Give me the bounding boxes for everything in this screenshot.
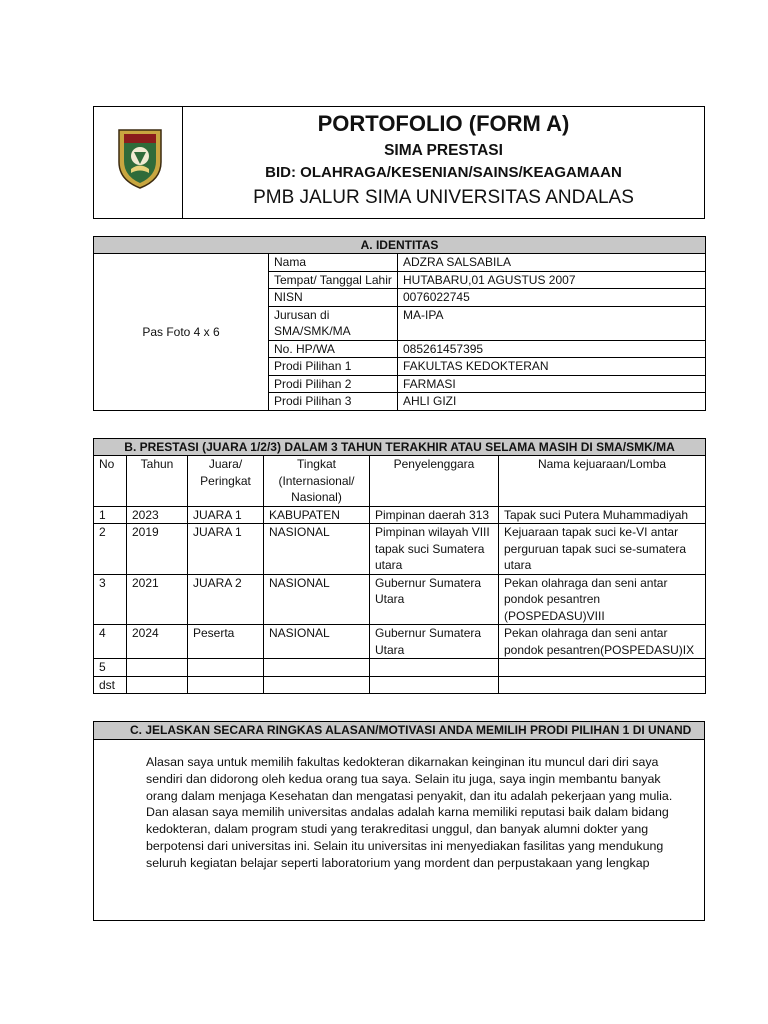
- table-row: [94, 574, 706, 625]
- identity-label: Prodi Pilihan 3: [269, 393, 398, 411]
- identity-label: Jurusan di SMA/SMK/MA: [269, 306, 398, 340]
- column-header: Penyelenggara: [370, 456, 499, 507]
- table-row: [94, 676, 706, 694]
- identity-label: Prodi Pilihan 1: [269, 358, 398, 376]
- table-cell: Kejuaraan tapak suci ke-VI antar perguruan tapak suci se-sumatera utara: [499, 524, 706, 575]
- table-cell: dst: [94, 676, 127, 694]
- section-c-heading: C. JELASKAN SECARA RINGKAS ALASAN/MOTIVASI ANDA MEMILIH PRODI PILIHAN 1 DI UNAND: [94, 722, 704, 740]
- motivation-section: [93, 721, 705, 921]
- table-cell: 2023: [127, 506, 188, 524]
- column-header: Tingkat (Internasional/ Nasional): [264, 456, 370, 507]
- table-cell: KABUPATEN: [264, 506, 370, 524]
- logo-cell: [94, 107, 183, 218]
- university-emblem-icon: [115, 126, 165, 190]
- table-row: [94, 506, 706, 524]
- table-row: [94, 524, 706, 575]
- identity-value: HUTABARU,01 AGUSTUS 2007: [398, 271, 706, 289]
- table-header-row: [94, 456, 706, 507]
- identity-label: Nama: [269, 254, 398, 272]
- table-cell: [127, 676, 188, 694]
- table-cell: 2024: [127, 625, 188, 659]
- identity-value: AHLI GIZI: [398, 393, 706, 411]
- table-cell: Pekan olahraga dan seni antar pondok pesantren(POSPEDASU)IX: [499, 625, 706, 659]
- column-header: Juara/ Peringkat: [188, 456, 264, 507]
- column-header: No: [94, 456, 127, 507]
- table-cell: [264, 659, 370, 677]
- achievements-table: [93, 438, 706, 694]
- table-cell: 1: [94, 506, 127, 524]
- table-cell: 5: [94, 659, 127, 677]
- table-cell: JUARA 2: [188, 574, 264, 625]
- photo-placeholder: Pas Foto 4 x 6: [94, 254, 269, 411]
- table-cell: [127, 659, 188, 677]
- identity-label: Tempat/ Tanggal Lahir: [269, 271, 398, 289]
- form-fields: BID: OLAHRAGA/KESENIAN/SAINS/KEAGAMAAN: [265, 164, 622, 181]
- table-cell: JUARA 1: [188, 524, 264, 575]
- table-cell: 4: [94, 625, 127, 659]
- column-header: Nama kejuaraan/Lomba: [499, 456, 706, 507]
- table-cell: Pekan olahraga dan seni antar pondok pesantren (POSPEDASU)VIII: [499, 574, 706, 625]
- section-b-heading: B. PRESTASI (JUARA 1/2/3) DALAM 3 TAHUN TERAKHIR ATAU SELAMA MASIH DI SMA/SMK/MA: [94, 439, 706, 456]
- table-cell: Peserta: [188, 625, 264, 659]
- identity-table: [93, 236, 706, 411]
- table-cell: 2019: [127, 524, 188, 575]
- motivation-text: Alasan saya untuk memilih fakultas kedokteran dikarnakan keinginan itu muncul dari diri saya sendiri dan didorong oleh kedua orang tua saya. Selain itu juga, saya ingin membantu banyak orang dalam menjaga Kesehatan dan mengatasi penyakit, dan itu adalah pekerjaan yang mulia. Dan alasan saya memilih universitas andalas adalah karna memiliki reputasi baik dalam bidang kedokteran, dalam program studi yang terakreditasi unggul, dan banyak alumni dokter yang berpotensi dari universitas ini. Selain itu universitas ini menyediakan fasilitas yang mendukung seluruh kegiatan belajar seperti laboratorium yang mordent dan perpustakaan yang lengkap: [146, 755, 673, 870]
- identity-label: NISN: [269, 289, 398, 307]
- table-cell: [370, 676, 499, 694]
- form-institution: PMB JALUR SIMA UNIVERSITAS ANDALAS: [253, 187, 634, 208]
- table-cell: Pimpinan wilayah VIII tapak suci Sumatera utara: [370, 524, 499, 575]
- table-row: [94, 625, 706, 659]
- table-cell: 3: [94, 574, 127, 625]
- table-cell: NASIONAL: [264, 524, 370, 575]
- table-cell: JUARA 1: [188, 506, 264, 524]
- table-cell: [499, 659, 706, 677]
- identity-label: Prodi Pilihan 2: [269, 375, 398, 393]
- table-cell: [264, 676, 370, 694]
- column-header: Tahun: [127, 456, 188, 507]
- table-cell: NASIONAL: [264, 625, 370, 659]
- identity-value: MA-IPA: [398, 306, 706, 340]
- identity-value: 085261457395: [398, 340, 706, 358]
- header-text: [183, 107, 704, 218]
- table-cell: NASIONAL: [264, 574, 370, 625]
- identity-value: ADZRA SALSABILA: [398, 254, 706, 272]
- section-a-heading: A. IDENTITAS: [94, 237, 706, 254]
- table-cell: [188, 676, 264, 694]
- identity-value: FAKULTAS KEDOKTERAN: [398, 358, 706, 376]
- form-title: PORTOFOLIO (FORM A): [317, 111, 570, 136]
- identity-value: FARMASI: [398, 375, 706, 393]
- form-subtitle: SIMA PRESTASI: [384, 142, 503, 159]
- table-cell: Pimpinan daerah 313: [370, 506, 499, 524]
- table-cell: [499, 676, 706, 694]
- table-cell: [188, 659, 264, 677]
- table-cell: Gubernur Sumatera Utara: [370, 625, 499, 659]
- identity-value: 0076022745: [398, 289, 706, 307]
- identity-label: No. HP/WA: [269, 340, 398, 358]
- table-row: [94, 659, 706, 677]
- table-cell: Tapak suci Putera Muhammadiyah: [499, 506, 706, 524]
- table-cell: Gubernur Sumatera Utara: [370, 574, 499, 625]
- form-header: [93, 106, 705, 219]
- table-cell: 2021: [127, 574, 188, 625]
- table-cell: [370, 659, 499, 677]
- table-cell: 2: [94, 524, 127, 575]
